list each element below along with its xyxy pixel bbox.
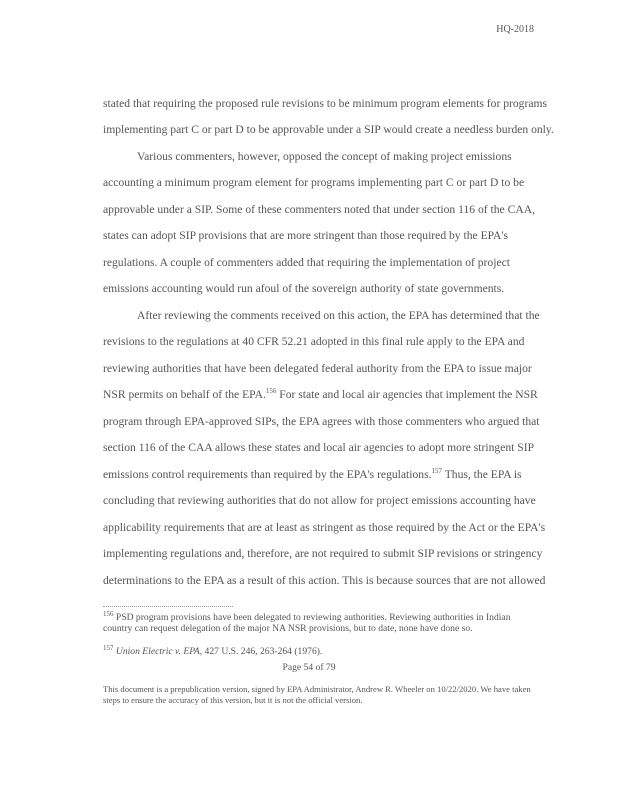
footnote-number: 157 — [103, 643, 114, 652]
body-line: accounting a minimum program element for programs implementing part C or part D to be — [103, 176, 525, 189]
body-line: stated that requiring the proposed rule revisions to be minimum program elements for programs — [103, 97, 547, 110]
page-number: Page 54 of 79 — [282, 662, 336, 673]
footnote — [103, 609, 523, 634]
body-line: determinations to the EPA as a result of this action. This is because sources that are not allowed — [103, 574, 546, 587]
prepublication-notice: This document is a prepublication version, signed by EPA Administrator, Andrew R. Wheeler on 10/22/2020. We have taken steps to ensure the accuracy of this version, but it is not the official version. — [103, 684, 531, 705]
body-line: implementing regulations and, therefore, are not required to submit SIP revisions or stringency — [103, 547, 543, 560]
footnote — [103, 643, 523, 657]
body-line: regulations. A couple of commenters added that requiring the implementation of project — [103, 256, 510, 269]
body-line: revisions to the regulations at 40 CFR 52.21 adopted in this final rule apply to the EPA and — [103, 335, 525, 348]
body-text-segment: For state and local air agencies that implement the NSR — [279, 388, 538, 401]
body-text-segment: emissions control requirements than required by the EPA's regulations. — [103, 468, 432, 481]
footnote-text: , 427 U.S. 246, 263-264 (1976). — [199, 646, 323, 657]
body-line: program through EPA-approved SIPs, the EPA agrees with those commenters who argued that — [103, 415, 540, 428]
footnote-number: 156 — [103, 609, 114, 618]
body-line: implementing part C or part D to be approvable under a SIP would create a needless burden only. — [103, 123, 554, 136]
footnote-separator — [103, 606, 233, 607]
body-line: Various commenters, however, opposed the concept of making project emissions — [137, 150, 512, 163]
body-line: approvable under a SIP. Some of these commenters noted that under section 116 of the CAA, — [103, 203, 535, 216]
body-line: emissions accounting would run afoul of the sovereign authority of state governments. — [103, 282, 505, 295]
footnote-text: PSD program provisions have been delegated to reviewing authorities. Reviewing authorities in Indian country can request delegation of the major NA NSR provisions, but to date, none have done so. — [103, 612, 511, 634]
body-line: concluding that reviewing authorities that do not allow for project emissions accounting have — [103, 494, 536, 507]
case-name: Union Electric v. EPA — [115, 646, 200, 657]
body-text-segment: NSR permits on behalf of the EPA. — [103, 388, 266, 401]
body-line: states can adopt SIP provisions that are more stringent than those required by the EPA's — [103, 229, 509, 242]
body-line: After reviewing the comments received on this action, the EPA has determined that the — [137, 309, 540, 322]
body-line: reviewing authorities that have been delegated federal authority from the EPA to issue major — [103, 362, 532, 375]
body-line: applicability requirements that are at least as stringent as those required by the Act or the EPA's — [103, 521, 546, 534]
body-line — [103, 387, 538, 402]
body-line — [103, 468, 521, 482]
footnote-ref: 156 — [265, 387, 277, 396]
footnote-ref: 157 — [431, 467, 442, 476]
body-text-segment: Thus, the EPA is — [444, 468, 522, 481]
body-line: section 116 of the CAA allows these states and local air agencies to adopt more stringent SIP — [103, 441, 535, 454]
docket-header: HQ-2018 — [496, 24, 534, 35]
